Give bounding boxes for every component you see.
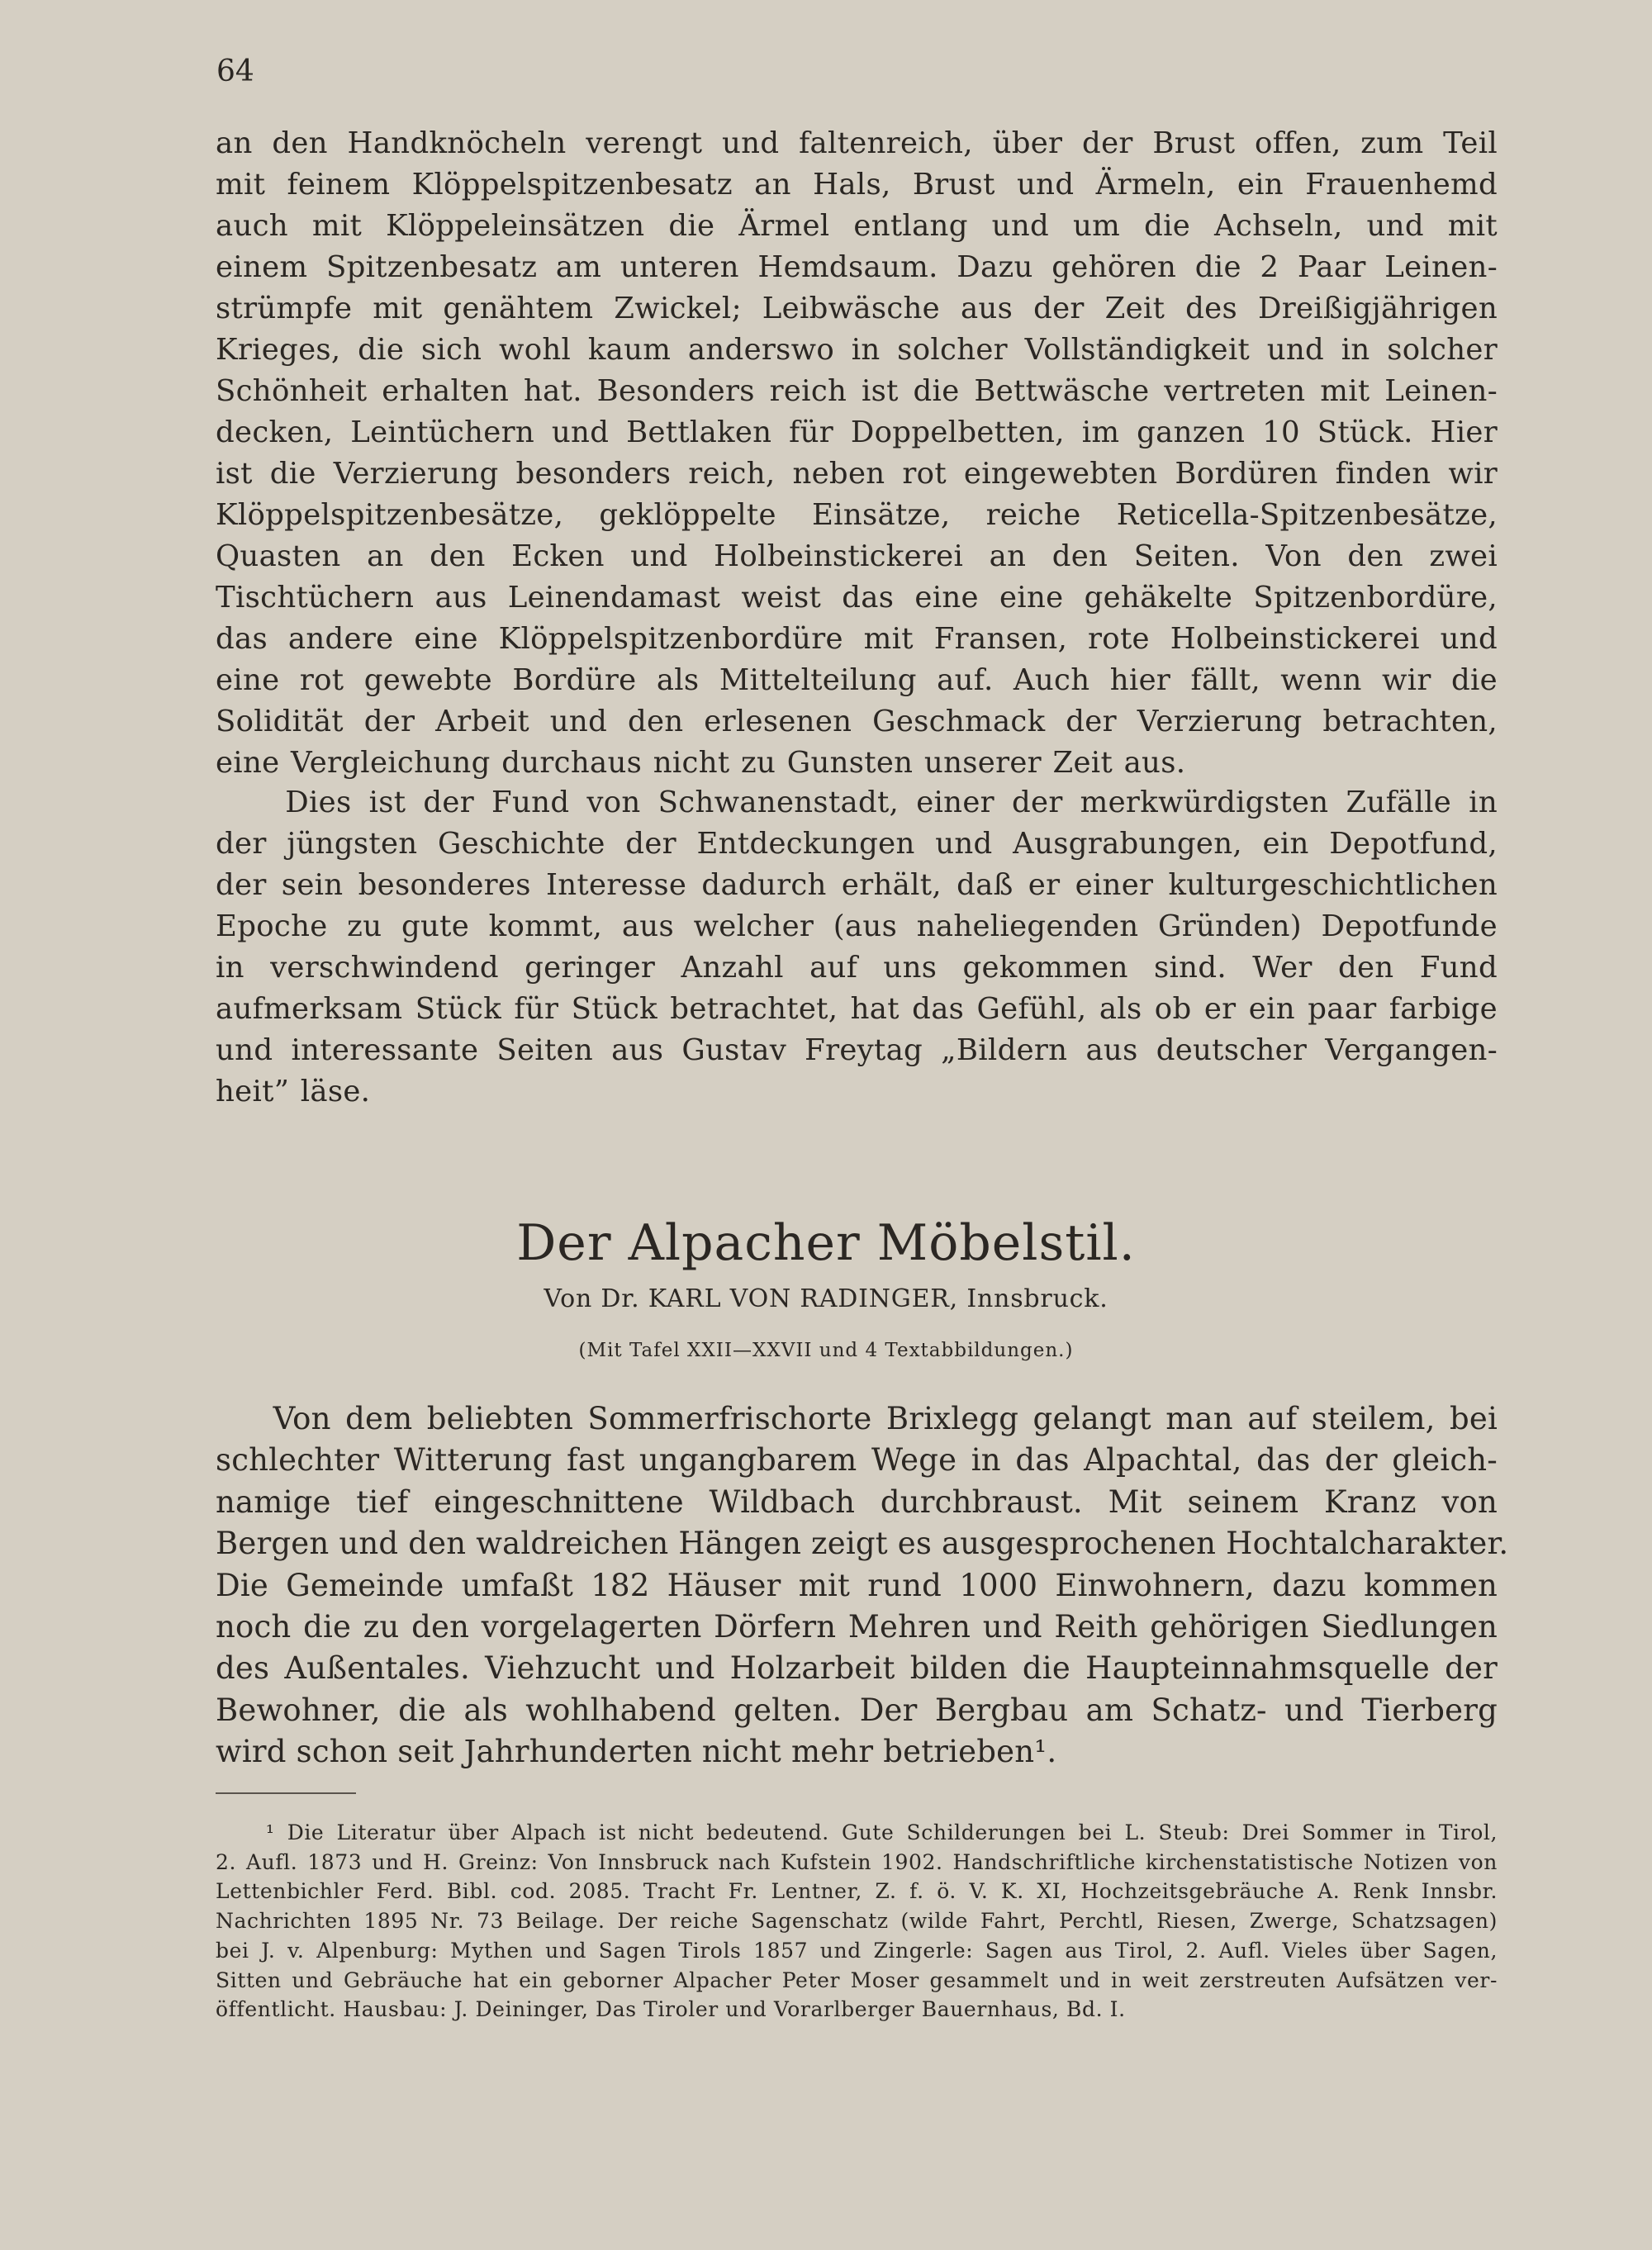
text-line: in verschwindend geringer Anzahl auf uns gekommen sind. Wer den Fund <box>216 951 1498 985</box>
text-line: Klöppelspitzenbesätze, geklöppelte Einsätze, reiche Reticella-Spitzenbesätze, <box>216 498 1498 532</box>
footnote-line: Nachrichten 1895 Nr. 73 Beilage. Der reiche Sagenschatz (wilde Fahrt, Perchtl, Riesen, Zwerge, Schatzsagen) <box>216 1909 1498 1934</box>
text-line: einem Spitzenbesatz am unteren Hemdsaum. Dazu gehören die 2 Paar Leinen- <box>216 250 1498 284</box>
article-byline: Von Dr. KARL VON RADINGER, Innsbruck. <box>544 1284 1108 1313</box>
text-line: der sein besonderes Interesse dadurch erhält, daß er einer kulturgeschichtlichen <box>216 868 1498 902</box>
footnote-line: Lettenbichler Ferd. Bibl. cod. 2085. Tracht Fr. Lentner, Z. f. ö. V. K. XI, Hochzeitsgebräuche A. Renk Innsbr. <box>216 1879 1498 1904</box>
text-line: noch die zu den vorgelagerten Dörfern Mehren und Reith gehörigen Siedlungen <box>216 1609 1498 1645</box>
page-number: 64 <box>216 55 254 88</box>
text-line: Quasten an den Ecken und Holbeinstickerei an den Seiten. Von den zwei <box>216 539 1498 573</box>
text-line: des Außentales. Viehzucht und Holzarbeit bilden die Haupteinnahmsquelle der <box>216 1650 1498 1687</box>
text-line: Epoche zu gute kommt, aus welcher (aus naheliegenden Gründen) Depotfunde <box>216 909 1498 943</box>
text-line: aufmerksam Stück für Stück betrachtet, hat das Gefühl, als ob er ein paar farbige <box>216 992 1498 1026</box>
footnote-line: öffentlicht. Hausbau: J. Deininger, Das Tiroler und Vorarlberger Bauernhaus, Bd. I. <box>216 1997 1126 2022</box>
footnote-line: bei J. v. Alpenburg: Mythen und Sagen Tirols 1857 und Zingerle: Sagen aus Tirol, 2. Aufl. Vieles über Sagen, <box>216 1938 1498 1963</box>
text-line: eine Vergleichung durchaus nicht zu Gunsten unserer Zeit aus. <box>216 746 1186 780</box>
text-line: auch mit Klöppeleinsätzen die Ärmel entlang und um die Achseln, und mit <box>216 209 1498 243</box>
text-line: an den Handknöcheln verengt und faltenreich, über der Brust offen, zum Teil <box>216 126 1498 160</box>
footnote-line: 2. Aufl. 1873 und H. Greinz: Von Innsbruck nach Kufstein 1902. Handschriftliche kirchenstatistische Notizen von <box>216 1849 1498 1874</box>
article-title: Der Alpacher Möbelstil. <box>516 1214 1136 1272</box>
text-line: ist die Verzierung besonders reich, neben rot eingewebten Bordüren finden wir <box>216 457 1498 491</box>
text-line: namige tief eingeschnittene Wildbach durchbraust. Mit seinem Kranz von <box>216 1483 1498 1520</box>
plates-note: (Mit Tafel XXII—XXVII und 4 Textabbildungen.) <box>578 1340 1074 1361</box>
text-line: wird schon seit Jahrhunderten nicht mehr betrieben¹. <box>216 1734 1057 1770</box>
footnote-divider <box>216 1792 356 1794</box>
text-line: Krieges, die sich wohl kaum anderswo in solcher Vollständigkeit und in solcher <box>216 333 1498 367</box>
text-line: Von dem beliebten Sommerfrischorte Brixlegg gelangt man auf steilem, bei <box>216 1401 1498 1436</box>
text-line: heit” läse. <box>216 1075 371 1108</box>
text-line: Dies ist der Fund von Schwanenstadt, einer der merkwürdigsten Zufälle in <box>216 786 1498 819</box>
text-line: strümpfe mit genähtem Zwickel; Leibwäsche aus der Zeit des Dreißigjährigen <box>216 292 1498 325</box>
footnote-line: ¹ Die Literatur über Alpach ist nicht bedeutend. Gute Schilderungen bei L. Steub: Drei Sommer in Tirol, <box>216 1820 1498 1844</box>
text-line: decken, Leintüchern und Bettlaken für Doppelbetten, im ganzen 10 Stück. Hier <box>216 415 1498 449</box>
text-line: Tischtüchern aus Leinendamast weist das eine eine gehäkelte Spitzenbordüre, <box>216 581 1498 615</box>
text-line: Die Gemeinde umfaßt 182 Häuser mit rund 1000 Einwohnern, dazu kommen <box>216 1567 1498 1603</box>
text-line: Bewohner, die als wohlhabend gelten. Der Bergbau am Schatz- und Tierberg <box>216 1692 1498 1728</box>
text-line: Schönheit erhalten hat. Besonders reich ist die Bettwäsche vertreten mit Leinen- <box>216 374 1498 408</box>
footnote-line: Sitten und Gebräuche hat ein geborner Alpacher Peter Moser gesammelt und in weit zerstreuten Aufsätzen ver- <box>216 1968 1498 1992</box>
text-line: das andere eine Klöppelspitzenbordüre mit Fransen, rote Holbeinstickerei und <box>216 622 1498 656</box>
text-line: eine rot gewebte Bordüre als Mittelteilung auf. Auch hier fällt, wenn wir die <box>216 663 1498 697</box>
text-line: Solidität der Arbeit und den erlesenen Geschmack der Verzierung betrachten, <box>216 705 1498 738</box>
text-line: Bergen und den waldreichen Hängen zeigt es ausgesprochenen Hochtalcharakter. <box>216 1526 1509 1562</box>
text-line: mit feinem Klöppelspitzenbesatz an Hals, Brust und Ärmeln, ein Frauenhemd <box>216 168 1498 202</box>
text-line: und interessante Seiten aus Gustav Freytag „Bildern aus deutscher Vergangen- <box>216 1033 1498 1067</box>
text-line: der jüngsten Geschichte der Entdeckungen und Ausgrabungen, ein Depotfund, <box>216 827 1498 861</box>
text-line: schlechter Witterung fast ungangbarem Wege in das Alpachtal, das der gleich- <box>216 1442 1498 1479</box>
